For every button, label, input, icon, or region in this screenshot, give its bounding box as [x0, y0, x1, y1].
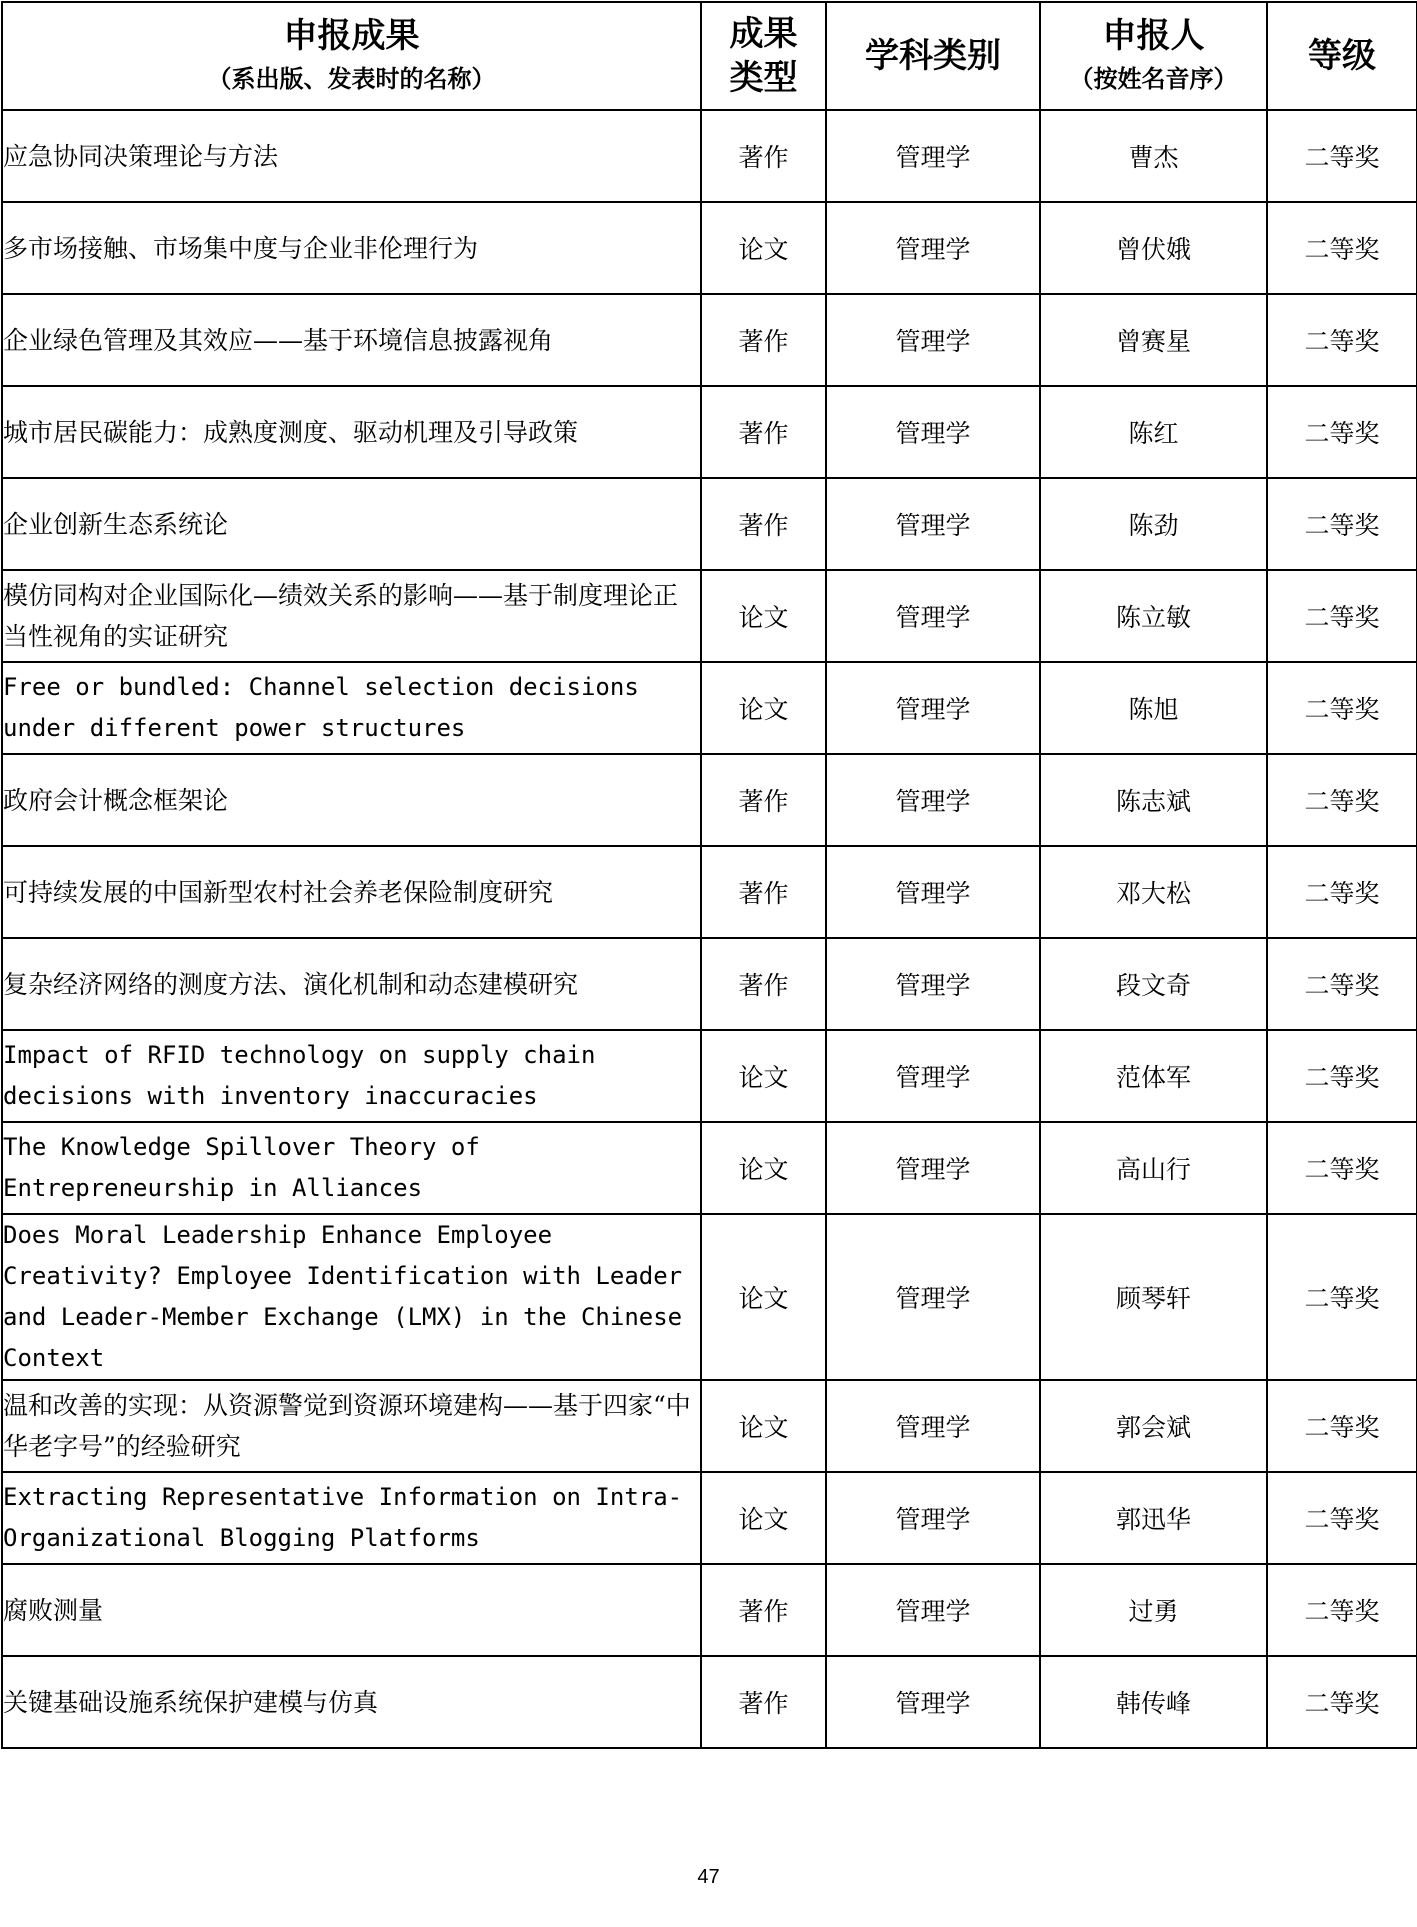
title-cell: 可持续发展的中国新型农村社会养老保险制度研究: [2, 846, 701, 938]
type-cell: 著作: [701, 938, 826, 1030]
applicant-cell: 邓大松: [1040, 846, 1267, 938]
applicant-cell: 陈劲: [1040, 478, 1267, 570]
grade-cell: 二等奖: [1267, 202, 1417, 294]
title-cell: Impact of RFID technology on supply chain decisions with inventory inaccuracies: [2, 1030, 701, 1122]
discipline-cell: 管理学: [826, 1122, 1040, 1214]
title-cell: 城市居民碳能力：成熟度测度、驱动机理及引导政策: [2, 386, 701, 478]
header-title: [2, 2, 701, 110]
applicant-cell: 过勇: [1040, 1564, 1267, 1656]
type-cell: 论文: [701, 570, 826, 662]
discipline-cell: 管理学: [826, 1214, 1040, 1380]
table-row: [2, 1122, 1417, 1214]
title-cell: 多市场接触、市场集中度与企业非伦理行为: [2, 202, 701, 294]
applicant-cell: 郭迅华: [1040, 1472, 1267, 1564]
grade-cell: 二等奖: [1267, 1656, 1417, 1748]
discipline-cell: 管理学: [826, 1380, 1040, 1472]
title-cell: Extracting Representative Information on Intra-Organizational Blogging Platforms: [2, 1472, 701, 1564]
type-cell: 论文: [701, 1472, 826, 1564]
table-row: [2, 1030, 1417, 1122]
header-discipline-label: 学科类别: [865, 36, 1001, 76]
table-row: [2, 110, 1417, 202]
applicant-cell: 郭会斌: [1040, 1380, 1267, 1472]
type-cell: 著作: [701, 478, 826, 570]
page-number: 47: [697, 1866, 720, 1888]
table-row: [2, 386, 1417, 478]
discipline-cell: 管理学: [826, 202, 1040, 294]
applicant-cell: 陈立敏: [1040, 570, 1267, 662]
type-cell: 论文: [701, 1214, 826, 1380]
table-row: [2, 1564, 1417, 1656]
type-cell: 论文: [701, 202, 826, 294]
header-applicant-main: 申报人: [1102, 16, 1205, 56]
discipline-cell: 管理学: [826, 110, 1040, 202]
applicant-cell: 范体军: [1040, 1030, 1267, 1122]
title-cell: 复杂经济网络的测度方法、演化机制和动态建模研究: [2, 938, 701, 1030]
header-title-sub: （系出版、发表时的名称）: [207, 65, 496, 93]
applicant-cell: 曾赛星: [1040, 294, 1267, 386]
title-cell: 企业绿色管理及其效应——基于环境信息披露视角: [2, 294, 701, 386]
grade-cell: 二等奖: [1267, 1030, 1417, 1122]
type-cell: 著作: [701, 1656, 826, 1748]
type-cell: 论文: [701, 1380, 826, 1472]
title-cell: 腐败测量: [2, 1564, 701, 1656]
grade-cell: 二等奖: [1267, 478, 1417, 570]
discipline-cell: 管理学: [826, 754, 1040, 846]
discipline-cell: 管理学: [826, 846, 1040, 938]
header-row: [2, 2, 1417, 110]
discipline-cell: 管理学: [826, 570, 1040, 662]
table-row: [2, 754, 1417, 846]
grade-cell: 二等奖: [1267, 1472, 1417, 1564]
grade-cell: 二等奖: [1267, 110, 1417, 202]
applicant-cell: 曾伏娥: [1040, 202, 1267, 294]
discipline-cell: 管理学: [826, 294, 1040, 386]
header-grade: [1267, 2, 1417, 110]
header-discipline: [826, 2, 1040, 110]
table-row: [2, 478, 1417, 570]
type-cell: 著作: [701, 110, 826, 202]
grade-cell: 二等奖: [1267, 1214, 1417, 1380]
type-cell: 论文: [701, 1122, 826, 1214]
grade-cell: 二等奖: [1267, 1380, 1417, 1472]
type-cell: 著作: [701, 386, 826, 478]
header-applicant: [1040, 2, 1267, 110]
discipline-cell: 管理学: [826, 1472, 1040, 1564]
header-grade-label: 等级: [1308, 36, 1376, 76]
applicant-cell: 段文奇: [1040, 938, 1267, 1030]
table-row: [2, 1214, 1417, 1380]
title-cell: Free or bundled: Channel selection decisions under different power structures: [2, 662, 701, 754]
grade-cell: 二等奖: [1267, 386, 1417, 478]
title-cell: 企业创新生态系统论: [2, 478, 701, 570]
discipline-cell: 管理学: [826, 1564, 1040, 1656]
applicant-cell: 曹杰: [1040, 110, 1267, 202]
header-type-line1: 成果: [729, 14, 798, 54]
table-row: [2, 1472, 1417, 1564]
award-table: [1, 1, 1417, 1749]
header-type: [701, 2, 826, 110]
discipline-cell: 管理学: [826, 662, 1040, 754]
grade-cell: 二等奖: [1267, 846, 1417, 938]
grade-cell: 二等奖: [1267, 938, 1417, 1030]
discipline-cell: 管理学: [826, 386, 1040, 478]
table-row: [2, 1380, 1417, 1472]
grade-cell: 二等奖: [1267, 754, 1417, 846]
table-row: [2, 846, 1417, 938]
discipline-cell: 管理学: [826, 938, 1040, 1030]
applicant-cell: 韩传峰: [1040, 1656, 1267, 1748]
title-cell: 应急协同决策理论与方法: [2, 110, 701, 202]
type-cell: 论文: [701, 662, 826, 754]
type-cell: 著作: [701, 294, 826, 386]
title-cell: 政府会计概念框架论: [2, 754, 701, 846]
grade-cell: 二等奖: [1267, 294, 1417, 386]
grade-cell: 二等奖: [1267, 1122, 1417, 1214]
discipline-cell: 管理学: [826, 478, 1040, 570]
table-row: [2, 294, 1417, 386]
header-type-line2: 类型: [729, 58, 798, 98]
applicant-cell: 陈红: [1040, 386, 1267, 478]
discipline-cell: 管理学: [826, 1656, 1040, 1748]
header-title-main: 申报成果: [283, 16, 420, 56]
table-row: [2, 938, 1417, 1030]
title-cell: 温和改善的实现：从资源警觉到资源环境建构——基于四家“中华老字号”的经验研究: [2, 1380, 701, 1472]
applicant-cell: 陈旭: [1040, 662, 1267, 754]
type-cell: 著作: [701, 754, 826, 846]
title-cell: Does Moral Leadership Enhance Employee Creativity? Employee Identification with Leader and Leader‐Member Exchange (LMX) in the Chinese Context: [2, 1214, 701, 1380]
table-row: [2, 1656, 1417, 1748]
table-row: [2, 570, 1417, 662]
type-cell: 论文: [701, 1030, 826, 1122]
type-cell: 著作: [701, 846, 826, 938]
header-applicant-sub: （按姓名音序）: [1069, 65, 1238, 93]
grade-cell: 二等奖: [1267, 662, 1417, 754]
type-cell: 著作: [701, 1564, 826, 1656]
grade-cell: 二等奖: [1267, 1564, 1417, 1656]
discipline-cell: 管理学: [826, 1030, 1040, 1122]
title-cell: 关键基础设施系统保护建模与仿真: [2, 1656, 701, 1748]
grade-cell: 二等奖: [1267, 570, 1417, 662]
applicant-cell: 高山行: [1040, 1122, 1267, 1214]
title-cell: The Knowledge Spillover Theory of Entrepreneurship in Alliances: [2, 1122, 701, 1214]
applicant-cell: 顾琴轩: [1040, 1214, 1267, 1380]
title-cell: 模仿同构对企业国际化—绩效关系的影响——基于制度理论正当性视角的实证研究: [2, 570, 701, 662]
table-row: [2, 202, 1417, 294]
applicant-cell: 陈志斌: [1040, 754, 1267, 846]
table-row: [2, 662, 1417, 754]
